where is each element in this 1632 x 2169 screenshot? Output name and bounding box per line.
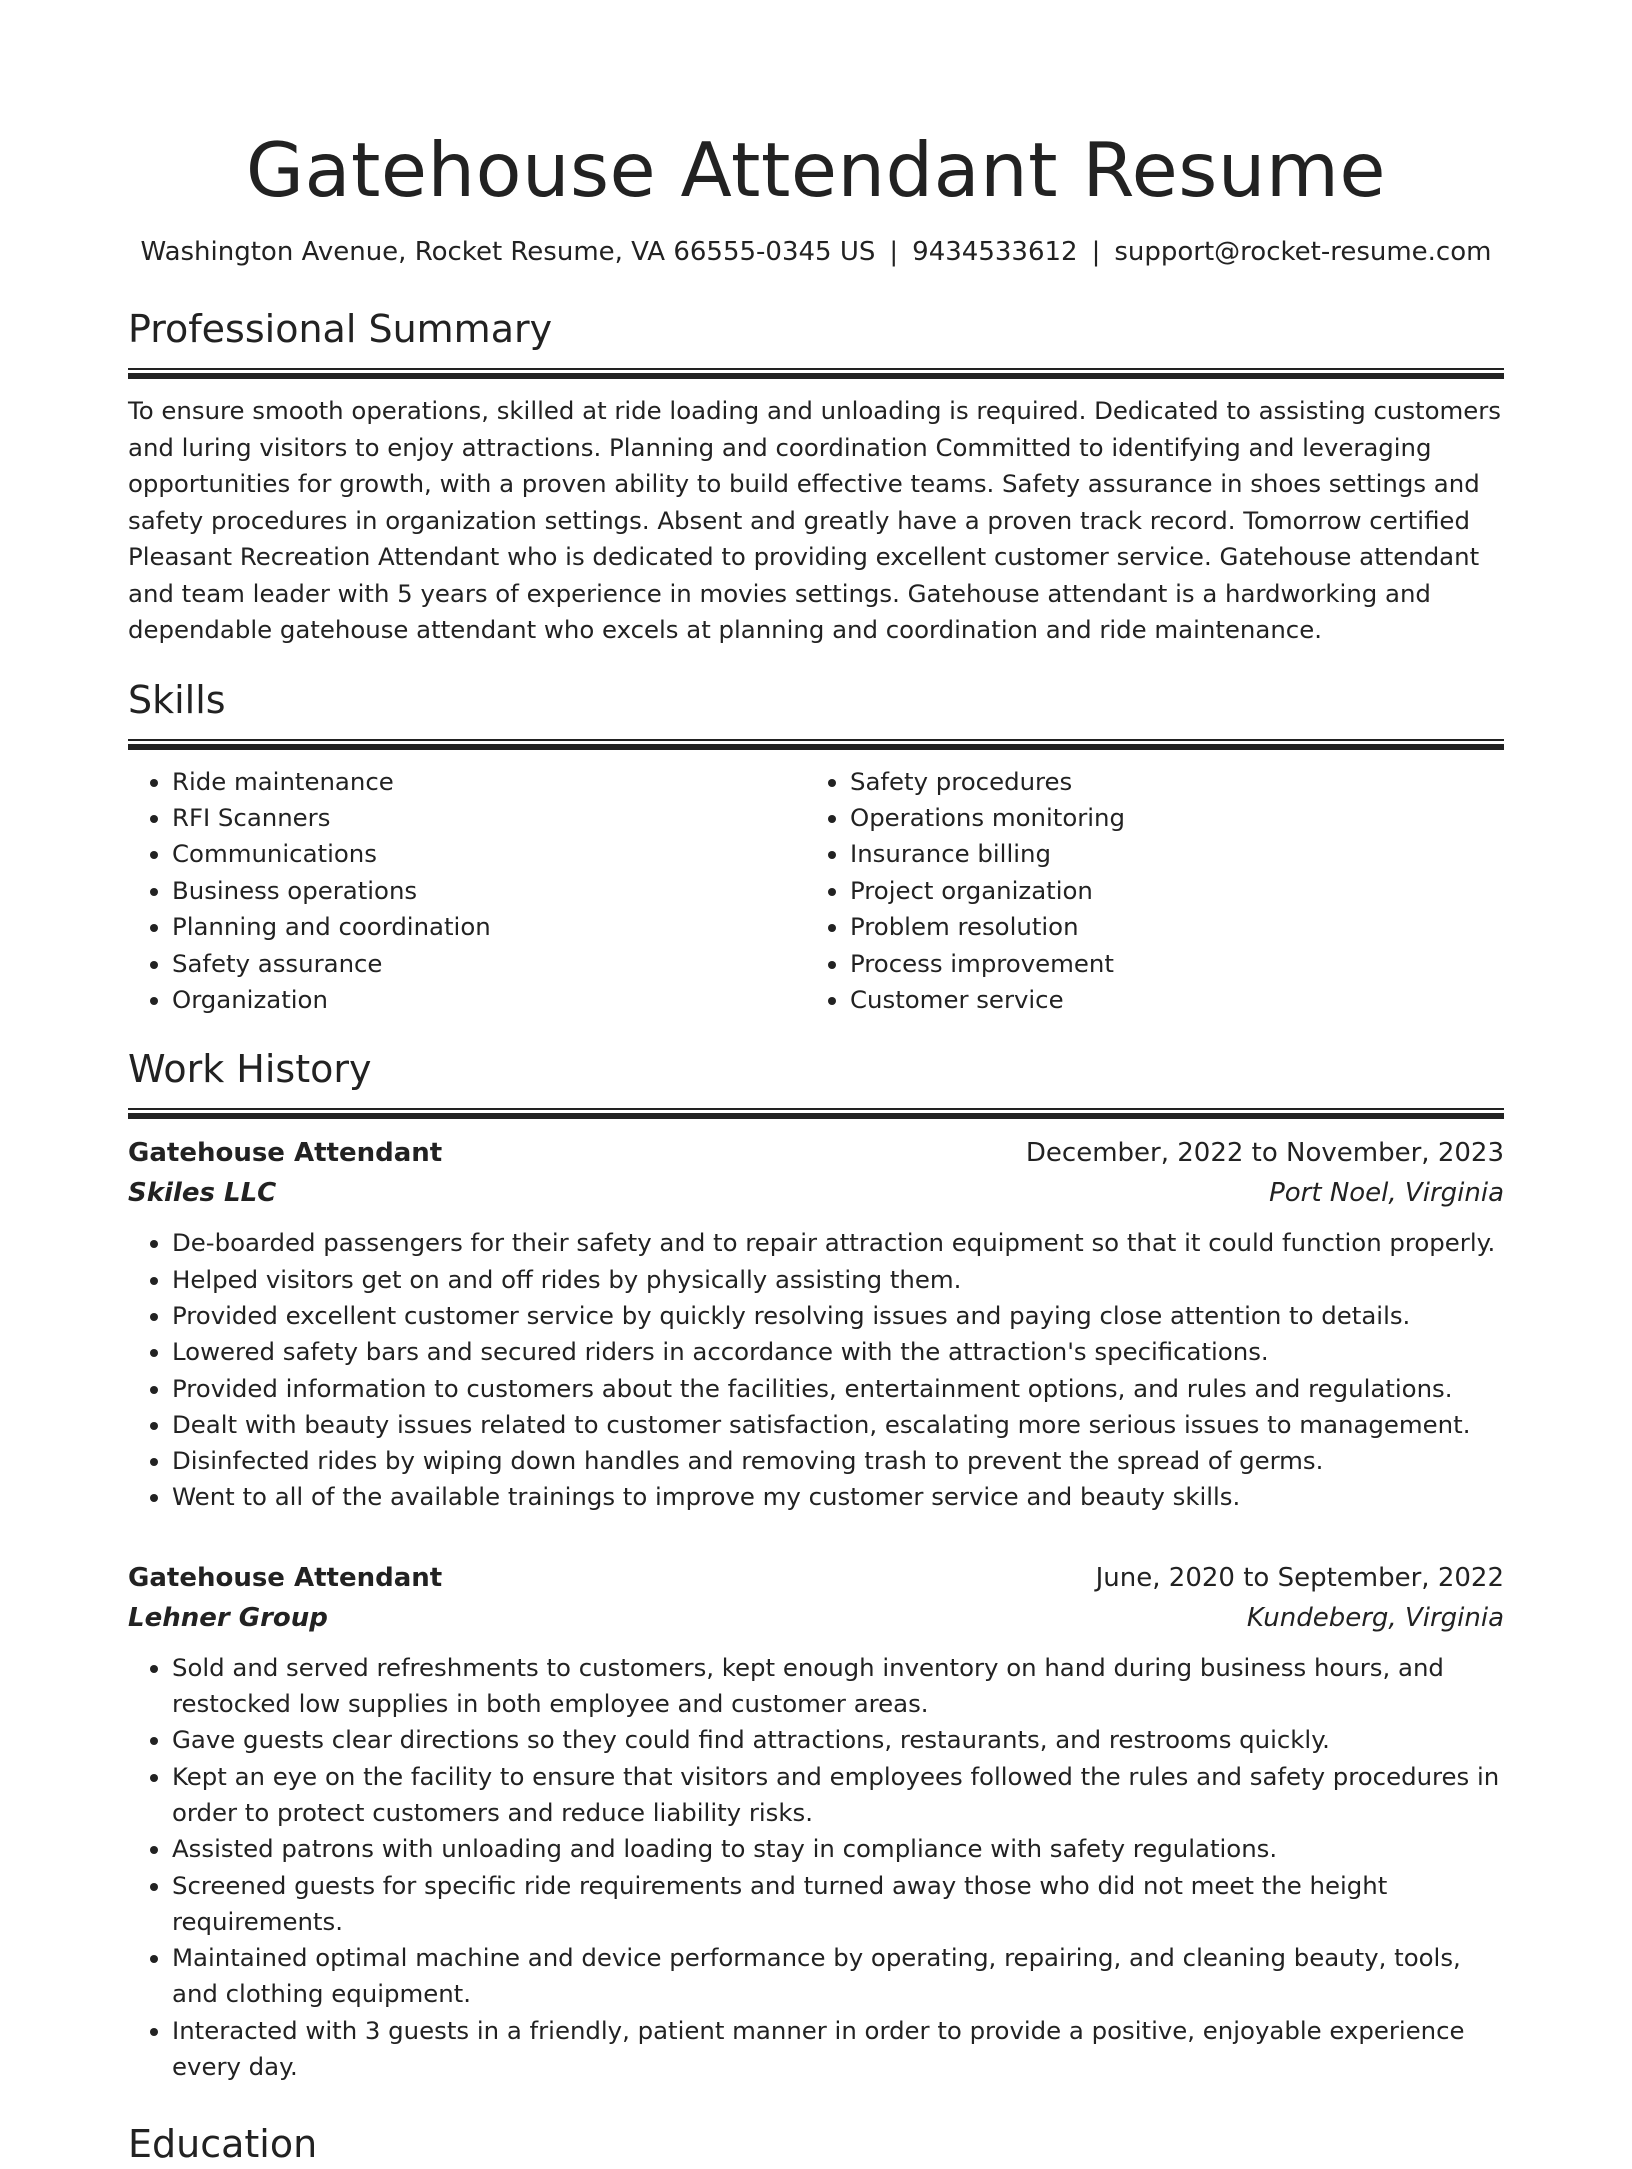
job-duty: • Sold and served refreshments to customers, kept enough inventory on hand during business hours, and restocked low supplies in both employee and customer areas. xyxy=(172,1650,1504,1723)
job-title: Gatehouse Attendant xyxy=(128,1562,443,1593)
skill-item: • Organization xyxy=(172,982,806,1018)
job-duties xyxy=(128,1225,1504,1515)
skill-item: • Business operations xyxy=(172,873,806,909)
job-duty: • Interacted with 3 guests in a friendly, patient manner in order to provide a positive, enjoyable experience every day. xyxy=(172,2013,1504,2086)
job-subheader xyxy=(128,1598,1504,1638)
job-duty: • Maintained optimal machine and device performance by operating, repairing, and cleaning beauty, tools, and clothing equipment. xyxy=(172,1940,1504,2013)
skill-item: • Ride maintenance xyxy=(172,764,806,800)
job-duty: • Provided excellent customer service by quickly resolving issues and paying close attention to details. xyxy=(172,1298,1504,1334)
summary-text: To ensure smooth operations, skilled at ride loading and unloading is required. Dedicated to assisting customers and luring visitors to enjoy attractions. Planning and coordination Committed to identifying and leveraging opportunities for growth, with a proven ability to build effective teams. Safety assurance in shoes settings and safety procedures in organization settings. Absent and greatly have a proven track record. Tomorrow certified Pleasant Recreation Attendant who is dedicated to providing excellent customer service. Gatehouse attendant and team leader with 5 years of experience in movies settings. Gatehouse attendant is a hardworking and dependable gatehouse attendant who excels at planning and coordination and ride maintenance. xyxy=(128,396,1502,644)
job-duty: • Helped visitors get on and off rides by physically assisting them. xyxy=(172,1262,1504,1298)
section-divider xyxy=(128,368,1504,379)
job-dates: December, 2022 to November, 2023 xyxy=(1025,1138,1504,1169)
skill-item: • Communications xyxy=(172,836,806,872)
job-duty: • Went to all of the available trainings to improve my customer service and beauty skills. xyxy=(172,1479,1504,1515)
job-duty: • Dealt with beauty issues related to customer satisfaction, escalating more serious issues to management. xyxy=(172,1407,1504,1443)
job-duty: • Assisted patrons with unloading and loading to stay in compliance with safety regulations. xyxy=(172,1831,1504,1867)
job-duty: • Gave guests clear directions so they could find attractions, restaurants, and restrooms quickly. xyxy=(172,1722,1504,1758)
contact-address: Washington Avenue, Rocket Resume, VA 66555-0345 US xyxy=(140,237,876,267)
job-header xyxy=(128,1133,1504,1173)
resume-title: Gatehouse Attendant Resume xyxy=(245,126,1387,214)
job-dates: June, 2020 to September, 2022 xyxy=(1095,1562,1504,1593)
job-duty: • De-boarded passengers for their safety and to repair attraction equipment so that it could function properly. xyxy=(172,1225,1504,1261)
job-duty: • Kept an eye on the facility to ensure that visitors and employees followed the rules and safety procedures in order to protect customers and reduce liability risks. xyxy=(172,1759,1504,1832)
skill-item: • Safety assurance xyxy=(172,946,806,982)
job-entry xyxy=(128,1133,1504,1515)
skill-item: • Process improvement xyxy=(850,946,1484,982)
job-company: Skiles LLC xyxy=(128,1178,277,1209)
skills-list xyxy=(128,764,1504,1019)
skill-item: • Insurance billing xyxy=(850,836,1484,872)
job-duty: • Lowered safety bars and secured riders in accordance with the attraction's specifications. xyxy=(172,1334,1504,1370)
job-location: Kundeberg, Virginia xyxy=(1246,1602,1504,1633)
contact-separator: | xyxy=(889,237,899,267)
contact-line xyxy=(128,234,1504,270)
contact-separator: | xyxy=(1091,237,1101,267)
contact-phone: 9434533612 xyxy=(912,237,1078,267)
skill-item: • Planning and coordination xyxy=(172,909,806,945)
job-entry xyxy=(128,1558,1504,2086)
job-subheader xyxy=(128,1173,1504,1213)
skill-item: • Operations monitoring xyxy=(850,800,1484,836)
contact-email: support@rocket-resume.com xyxy=(1114,237,1492,267)
summary-heading: Professional Summary xyxy=(128,307,553,351)
skills-heading: Skills xyxy=(128,677,226,722)
skill-item: • Customer service xyxy=(850,982,1484,1018)
section-divider xyxy=(128,1108,1504,1119)
section-divider xyxy=(128,739,1504,750)
work-history-heading: Work History xyxy=(128,1047,372,1092)
resume-page xyxy=(128,0,1504,2169)
job-title: Gatehouse Attendant xyxy=(128,1138,443,1169)
skill-item: • RFI Scanners xyxy=(172,800,806,836)
job-duty: • Screened guests for specific ride requirements and turned away those who did not meet the height requirements. xyxy=(172,1868,1504,1941)
job-duty: • Disinfected rides by wiping down handles and removing trash to prevent the spread of germs. xyxy=(172,1443,1504,1479)
skills-column-right xyxy=(806,764,1484,1019)
job-header xyxy=(128,1558,1504,1598)
job-company: Lehner Group xyxy=(128,1602,328,1633)
job-duty: • Provided information to customers about the facilities, entertainment options, and rules and regulations. xyxy=(172,1371,1504,1407)
education-heading: Education xyxy=(128,2122,318,2167)
skill-item: • Problem resolution xyxy=(850,909,1484,945)
skill-item: • Project organization xyxy=(850,873,1484,909)
skills-column-left xyxy=(128,764,806,1019)
skill-item: • Safety procedures xyxy=(850,764,1484,800)
job-duties xyxy=(128,1650,1504,2086)
job-location: Port Noel, Virginia xyxy=(1269,1178,1504,1209)
